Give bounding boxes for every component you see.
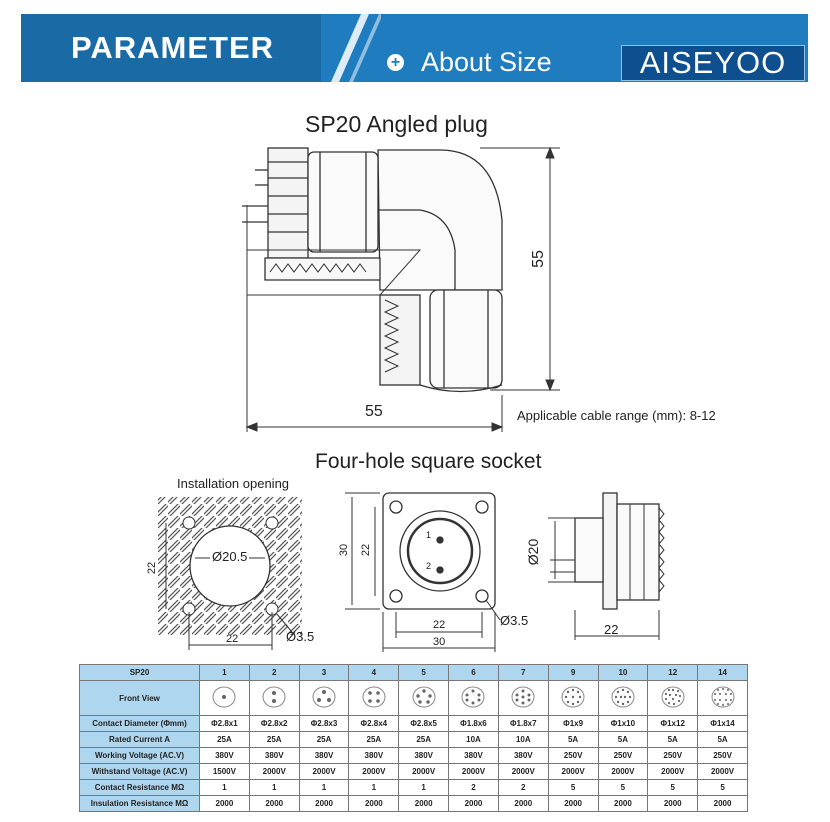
table-cell: 25A xyxy=(200,732,250,748)
pin-layout-3 xyxy=(299,681,349,716)
front-pin-1: 1 xyxy=(426,530,432,540)
table-cell: 10A xyxy=(449,732,499,748)
pin-layout-14 xyxy=(698,681,748,716)
table-cell: 2000 xyxy=(548,796,598,812)
table-cell: 5 xyxy=(548,780,598,796)
row-label: Contact Resistance MΩ xyxy=(80,780,200,796)
table-cell: Φ1.8x7 xyxy=(498,716,548,732)
table-cell: 380V xyxy=(498,748,548,764)
table-row xyxy=(80,764,748,780)
row-label: Working Voltage (AC.V) xyxy=(80,748,200,764)
table-cell: 2000 xyxy=(349,796,399,812)
table-row xyxy=(80,780,748,796)
about-size-label: About Size xyxy=(421,47,552,77)
pin-layout-icon xyxy=(508,684,538,710)
table-cell: 5 xyxy=(698,780,748,796)
table-cell: 25A xyxy=(399,732,449,748)
table-cell: Φ1x12 xyxy=(648,716,698,732)
table-cell: 5A xyxy=(648,732,698,748)
table-col-header: 9 xyxy=(548,665,598,681)
table-col-header: 6 xyxy=(449,665,499,681)
table-cell: 2000V xyxy=(498,764,548,780)
spec-rows xyxy=(80,716,748,812)
table-cell: 2000V xyxy=(598,764,648,780)
pin-layout-10 xyxy=(598,681,648,716)
table-cell: 2 xyxy=(498,780,548,796)
table-cell: Φ2.8x5 xyxy=(399,716,449,732)
brand-logo: AISEYOO xyxy=(621,45,805,81)
table-cell: 2000 xyxy=(200,796,250,812)
table-cell: 380V xyxy=(399,748,449,764)
table-cell: 2000 xyxy=(498,796,548,812)
table-cell: 25A xyxy=(349,732,399,748)
pin-layout-icon xyxy=(708,684,738,710)
socket-title: Four-hole square socket xyxy=(315,450,542,473)
table-cell: Φ1x9 xyxy=(548,716,598,732)
row-label: Contact Diameter (Φmm) xyxy=(80,716,200,732)
table-cell: 10A xyxy=(498,732,548,748)
pin-layout-5 xyxy=(399,681,449,716)
pin-layout-icon xyxy=(309,684,339,710)
table-cell: 5A xyxy=(698,732,748,748)
table-cell: 1 xyxy=(299,780,349,796)
table-cell: 1 xyxy=(200,780,250,796)
table-col-header: 14 xyxy=(698,665,748,681)
pin-layout-icon xyxy=(209,684,239,710)
table-cell: 2000V xyxy=(449,764,499,780)
pin-layout-12 xyxy=(648,681,698,716)
pin-layout-icon xyxy=(658,684,688,710)
table-cell: 2000 xyxy=(698,796,748,812)
table-col-header: 4 xyxy=(349,665,399,681)
table-cell: 1 xyxy=(399,780,449,796)
table-row xyxy=(80,716,748,732)
installation-opening-label: Installation opening xyxy=(177,476,290,491)
plug-height-dimension: 55 xyxy=(529,250,547,268)
socket-front-view-drawing xyxy=(345,493,500,652)
table-cell: 1 xyxy=(249,780,299,796)
pin-layout-9 xyxy=(548,681,598,716)
table-cell: 2000 xyxy=(399,796,449,812)
table-col-header: 2 xyxy=(249,665,299,681)
plug-width-dimension: 55 xyxy=(365,403,383,420)
pin-layout-icon xyxy=(409,684,439,710)
pin-layout-2 xyxy=(249,681,299,716)
pin-layout-7 xyxy=(498,681,548,716)
side-length-dimension: 22 xyxy=(604,622,619,637)
front-inner-dimension: 22 xyxy=(360,543,373,557)
angled-plug-drawing xyxy=(242,148,502,432)
front-bottom-outer-dimension: 30 xyxy=(433,636,446,648)
cable-range-note: Applicable cable range (mm): 8-12 xyxy=(517,408,716,423)
plus-icon: + xyxy=(387,54,404,71)
front-bottom-inner-dimension: 22 xyxy=(433,619,446,631)
table-cell: 5 xyxy=(648,780,698,796)
pin-layout-4 xyxy=(349,681,399,716)
pin-layout-1 xyxy=(200,681,250,716)
table-cell: 25A xyxy=(249,732,299,748)
table-cell: 5 xyxy=(598,780,648,796)
table-cell: 2000V xyxy=(548,764,598,780)
table-cell: 250V xyxy=(698,748,748,764)
front-pin-2: 2 xyxy=(426,561,432,571)
table-cell: 2000V xyxy=(648,764,698,780)
table-cell: 2000V xyxy=(698,764,748,780)
table-col-header: 5 xyxy=(399,665,449,681)
table-cell: 380V xyxy=(349,748,399,764)
socket-side-view-drawing xyxy=(548,493,664,640)
table-col-header: 12 xyxy=(648,665,698,681)
row-label: Rated Current A xyxy=(80,732,200,748)
opening-diameter: Ø20.5 xyxy=(212,549,248,564)
table-cell: 1 xyxy=(349,780,399,796)
table-col-header: 1 xyxy=(200,665,250,681)
opening-hole-dimension: Ø3.5 xyxy=(286,629,315,644)
table-cell: 2 xyxy=(449,780,499,796)
table-cell: Φ2.8x1 xyxy=(200,716,250,732)
table-cell: 25A xyxy=(299,732,349,748)
table-col-header: 10 xyxy=(598,665,648,681)
pin-layout-icon xyxy=(259,684,289,710)
table-cell: 2000 xyxy=(449,796,499,812)
installation-opening-drawing xyxy=(158,497,302,650)
plug-title: SP20 Angled plug xyxy=(305,111,488,137)
table-cell: 250V xyxy=(648,748,698,764)
pin-layout-6 xyxy=(449,681,499,716)
pin-layout-icon xyxy=(458,684,488,710)
row-label: Insulation Resistance MΩ xyxy=(80,796,200,812)
table-row xyxy=(80,796,748,812)
table-cell: 1500V xyxy=(200,764,250,780)
table-cell: 2000 xyxy=(598,796,648,812)
spec-table xyxy=(79,664,748,812)
table-cell: Φ1x10 xyxy=(598,716,648,732)
table-cell: 380V xyxy=(449,748,499,764)
table-cell: 2000 xyxy=(249,796,299,812)
table-cell: 380V xyxy=(249,748,299,764)
pin-layout-icon xyxy=(608,684,638,710)
table-cell: 2000V xyxy=(349,764,399,780)
table-cell: 250V xyxy=(598,748,648,764)
table-cell: 2000 xyxy=(299,796,349,812)
table-cell: Φ2.8x2 xyxy=(249,716,299,732)
front-view-label: Front View xyxy=(80,681,200,716)
table-cell: Φ2.8x3 xyxy=(299,716,349,732)
pin-layout-icon xyxy=(359,684,389,710)
table-cell: 380V xyxy=(299,748,349,764)
table-cell: Φ1x14 xyxy=(698,716,748,732)
table-cell: Φ1.8x6 xyxy=(449,716,499,732)
side-diameter-dimension: Ø20 xyxy=(525,538,542,566)
table-col-header: 7 xyxy=(498,665,548,681)
table-header-label: SP20 xyxy=(80,665,200,681)
table-cell: 5A xyxy=(548,732,598,748)
table-header-row xyxy=(80,665,748,681)
table-col-header: 3 xyxy=(299,665,349,681)
front-outer-dimension: 30 xyxy=(338,543,351,557)
table-row xyxy=(80,732,748,748)
table-cell: Φ2.8x4 xyxy=(349,716,399,732)
front-hole-dimension: Ø3.5 xyxy=(500,613,529,628)
front-view-row xyxy=(80,681,748,716)
table-cell: 2000V xyxy=(299,764,349,780)
table-cell: 250V xyxy=(548,748,598,764)
table-cell: 2000 xyxy=(648,796,698,812)
table-cell: 5A xyxy=(598,732,648,748)
table-cell: 380V xyxy=(200,748,250,764)
opening-bottom-dimension: 22 xyxy=(226,633,239,645)
banner-title: PARAMETER xyxy=(71,30,275,65)
opening-side-dimension: 22 xyxy=(146,561,159,575)
table-row xyxy=(80,748,748,764)
table-cell: 2000V xyxy=(399,764,449,780)
pin-layout-icon xyxy=(558,684,588,710)
row-label: Withstand Voltage (AC.V) xyxy=(80,764,200,780)
table-cell: 2000V xyxy=(249,764,299,780)
